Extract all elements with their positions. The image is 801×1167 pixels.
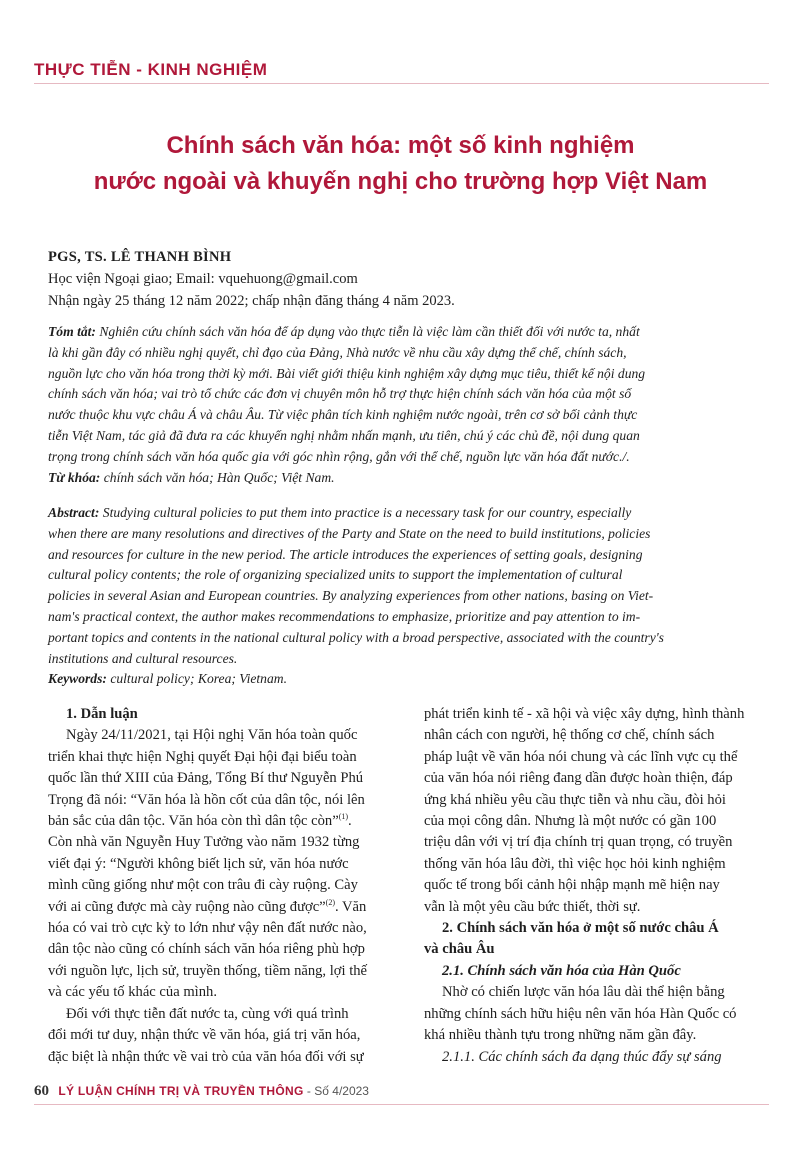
body-line: Nhờ có chiến lược văn hóa lâu dài thể hiện bằng xyxy=(442,984,725,1001)
section-divider xyxy=(34,83,769,84)
abstract-en-line: policies in several Asian and European countries. By analyzing experiences from other nations, basing on Viet- xyxy=(48,588,654,604)
right-column xyxy=(424,704,764,1068)
body-line: hóa có vai trò cực kỳ to lớn như vậy nên đất nước nào, xyxy=(48,920,367,937)
body-line: ứng khá nhiều yêu cầu thực tiễn và nhu cầu, đòi hỏi xyxy=(424,791,726,808)
body-line-with-ref xyxy=(48,811,388,832)
body-line: vẫn là một yêu cầu bức thiết, thời sự. xyxy=(424,898,641,915)
body-line: phát triển kinh tế - xã hội và việc xây dựng, hình thành xyxy=(424,706,745,722)
body-line: dân tộc nào cũng có chính sách văn hóa riêng phù hợp xyxy=(48,941,365,958)
body-line: pháp luật về văn hóa nói chung và các lĩnh vực cụ thể xyxy=(424,748,738,765)
section-label: THỰC TIỄN - KINH NGHIỆM xyxy=(34,60,268,79)
body-line: của văn hóa nói riêng đang dần được hoàn thiện, đáp xyxy=(424,770,733,787)
received-date: Nhận ngày 25 tháng 12 năm 2022; chấp nhận đăng tháng 4 năm 2023. xyxy=(48,293,455,309)
tom-tat-label: Tóm tắt: xyxy=(48,324,96,339)
keywords-text: cultural policy; Korea; Vietnam. xyxy=(110,671,287,687)
page-number: 60 xyxy=(34,1083,49,1099)
footnote-ref: (2) xyxy=(325,897,335,907)
section-heading-intro: 1. Dẫn luận xyxy=(66,706,138,722)
body-text: với ai cũng được mà cày ruộng nào cũng được” xyxy=(48,898,326,915)
body-line: nhân cách con người, hệ thống cơ chế, chính sách xyxy=(424,727,715,744)
abstract-vi-line: chính sách văn hóa; vai trò tổ chức các đơn vị chuyên môn hỗ trợ thực hiện chính sách văn hóa của một số xyxy=(48,386,632,402)
tu-khoa-label: Từ khóa: xyxy=(48,469,101,485)
journal-name: LÝ LUẬN CHÍNH TRỊ VÀ TRUYỀN THÔNG xyxy=(58,1084,304,1098)
sub-subsection-heading: 2.1.1. Các chính sách đa dạng thúc đẩy sự sáng xyxy=(442,1048,722,1065)
abstract-vi-line: là khi gần đây có nhiều nghị quyết, chỉ đạo của Đảng, Nhà nước về nhu cầu xây dựng thể chế, chính sách, xyxy=(48,344,627,360)
abstract-vi-line: trọng trong chính sách văn hóa quốc gia với góc nhìn rộng, gắn với thể chế, nguồn lực văn hóa đất nước./. xyxy=(48,448,630,464)
abstract-en-line: institutions and cultural resources. xyxy=(48,650,238,666)
subsection-heading: 2.1. Chính sách văn hóa của Hàn Quốc xyxy=(442,962,681,979)
body-line: đổi mới tư duy, nhận thức về văn hóa, giá trị văn hóa, xyxy=(48,1027,361,1044)
article-meta xyxy=(48,246,768,312)
body-line-with-ref xyxy=(48,897,388,918)
body-text: bản sắc của dân tộc. Văn hóa còn thì dân tộc còn” xyxy=(48,813,339,830)
body-line: những chính sách hữu hiệu nên văn hóa Hàn Quốc có xyxy=(424,1005,737,1022)
abstract-vi-line: nước thuộc khu vực châu Á và châu Âu. Từ việc phân tích kinh nghiệm nước ngoài, trên cơ sở bối cảnh thực xyxy=(48,407,638,423)
left-column xyxy=(48,704,388,1068)
abstract-en-line: when there are many resolutions and directives of the Party and State on the need to build institutions, policies xyxy=(48,525,651,541)
page-footer xyxy=(34,1083,369,1100)
title-line-1: Chính sách văn hóa: một số kinh nghiệm xyxy=(166,132,635,159)
issue-number: - Số 4/2023 xyxy=(306,1084,369,1098)
author-affiliation: Học viện Ngoại giao; Email: vquehuong@gmail.com xyxy=(48,271,358,287)
abstract-en-line: portant topics and contents in the national cultural policy with a broad perspective, associated with the country's xyxy=(48,629,664,645)
body-line: Đối với thực tiễn đất nước ta, cùng với quá trình xyxy=(66,1005,349,1022)
title-line-2: nước ngoài và khuyến nghị cho trường hợp Việt Nam xyxy=(93,168,708,195)
body-line: khá nhiều thành tựu trong những năm gần đây. xyxy=(424,1027,697,1044)
section-heading-2: 2. Chính sách văn hóa ở một số nước châu Á xyxy=(442,920,719,937)
body-line: Ngày 24/11/2021, tại Hội nghị Văn hóa toàn quốc xyxy=(66,727,358,744)
english-abstract xyxy=(48,503,768,690)
body-line: đặc biệt là nhận thức về vai trò của văn hóa đối với sự xyxy=(48,1048,364,1065)
tu-khoa-text: chính sách văn hóa; Hàn Quốc; Việt Nam. xyxy=(103,469,335,485)
footnote-ref: (1) xyxy=(338,812,349,822)
body-line: và các yếu tố khác của mình. xyxy=(48,984,217,1001)
keywords-label: Keywords: xyxy=(48,671,107,687)
vietnamese-abstract xyxy=(48,322,768,488)
body-line: mình cũng giống như một con trâu đi cày ruộng. Cày xyxy=(48,877,358,894)
author-name: PGS, TS. LÊ THANH BÌNH xyxy=(48,249,232,265)
body-line: triển khai thực hiện Nghị quyết Đại hội đại biểu toàn xyxy=(48,748,357,765)
article-title xyxy=(60,128,741,200)
body-line: của mọi công dân. Nhưng là một nước có gần 100 xyxy=(424,813,717,830)
body-line: triệu dân với vị trí địa chính trị quan trọng, có truyền xyxy=(424,834,733,851)
abstract-vi-line: Nghiên cứu chính sách văn hóa để áp dụng vào thực tiễn là việc làm cần thiết đối với nước ta, nhất xyxy=(99,324,640,339)
abstract-en-line: cultural policy contents; the role of organizing specialized units to support the implementation of cultural xyxy=(48,567,623,583)
abstract-vi-line: tiễn Việt Nam, tác giả đã đưa ra các khuyến nghị nhằm nhấn mạnh, ưu tiên, chú ý các chủ đề, nội dung quan xyxy=(48,427,640,443)
footer-divider xyxy=(34,1104,769,1105)
abstract-vi-line: nguồn lực cho văn hóa trong thời kỳ mới. Bài viết giới thiệu kinh nghiệm xây dựng mục tiêu, thiết kế nội dung xyxy=(48,365,646,381)
body-line: quốc lần thứ XIII của Đảng, Tổng Bí thư Nguyễn Phú xyxy=(48,770,364,787)
body-line: Trọng đã nói: “Văn hóa là hồn cốt của dân tộc, nói lên xyxy=(48,791,365,808)
section-heading-2-cont: và châu Âu xyxy=(424,941,495,958)
abstract-label: Abstract: xyxy=(48,505,100,520)
body-line: với nguồn lực, lịch sử, truyền thống, tiềm năng, lợi thế xyxy=(48,962,368,979)
body-line: Còn nhà văn Nguyễn Huy Tưởng vào năm 1932 từng xyxy=(48,834,360,851)
body-line: quốc tế trong bối cảnh hội nhập mạnh mẽ hiện nay xyxy=(424,877,720,894)
abstract-en-line: and resources for culture in the new period. The article introduces the experiences of setting goals, designing xyxy=(48,546,643,562)
body-line: viết đại ý: “Người không biết lịch sử, văn hóa nước xyxy=(48,855,349,872)
body-text: . Văn xyxy=(334,898,367,915)
abstract-en-line: Studying cultural policies to put them into practice is a necessary task for our country, especially xyxy=(102,505,632,520)
body-text: . xyxy=(348,813,352,830)
abstract-en-line: nam's practical context, the author makes recommendations to emphasize, prioritize and pay attention to im- xyxy=(48,608,641,624)
body-line: thống văn hóa lâu đời, thì việc học hỏi kinh nghiệm xyxy=(424,855,726,872)
